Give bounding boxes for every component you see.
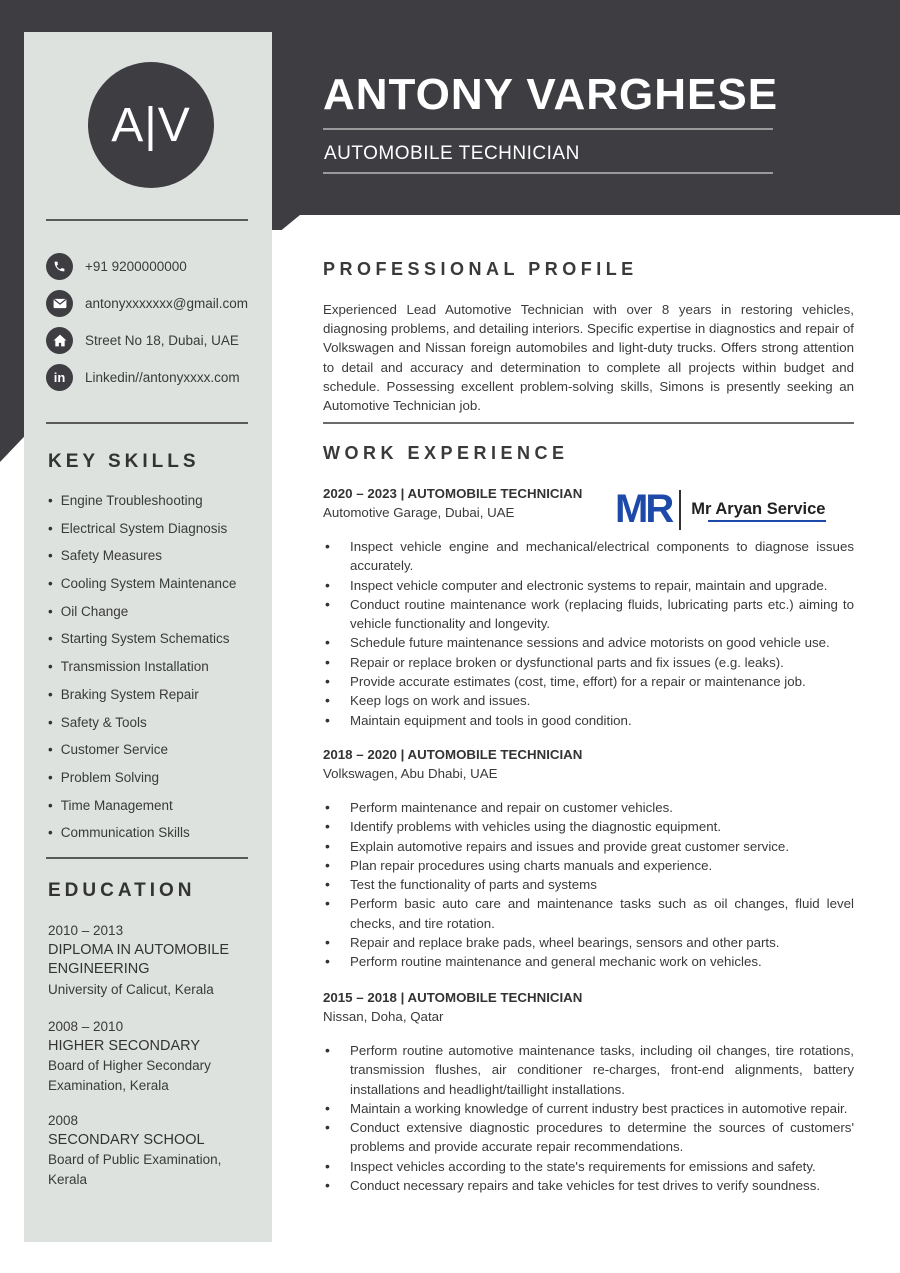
watermark-mark: MR <box>615 487 672 531</box>
education-school: University of Calicut, Kerala <box>48 981 214 997</box>
section-divider <box>323 422 854 424</box>
job-bullet: • Identify problems with vehicles using the diagnostic equipment. <box>323 817 854 836</box>
skills-heading: KEY SKILLS <box>48 451 200 472</box>
contact-address-text: Street No 18, Dubai, UAE <box>85 332 239 348</box>
job-bullet: • Perform basic auto care and maintenance tasks such as oil changes, fluid level checks, and tire rotation. <box>323 894 854 933</box>
job-title: 2018 – 2020 | AUTOMOBILE TECHNICIAN <box>323 747 583 762</box>
email-icon <box>46 290 73 317</box>
job-title: 2020 – 2023 | AUTOMOBILE TECHNICIAN <box>323 486 583 501</box>
job-bullet: • Provide accurate estimates (cost, time, effort) for a repair or maintenance job. <box>323 672 854 691</box>
header-rule <box>323 172 773 174</box>
job-bullet: • Repair or replace broken or dysfunctional parts and fix issues (e.g. leaks). <box>323 653 854 672</box>
sidebar-divider <box>46 219 248 221</box>
phone-icon <box>46 253 73 280</box>
watermark-underline <box>708 520 826 522</box>
education-school: Board of Public Examination, Kerala <box>48 1152 222 1187</box>
job-bullet: • Inspect vehicles according to the state's requirements for emissions and safety. <box>323 1157 854 1176</box>
candidate-name: ANTONY VARGHESE <box>323 70 779 119</box>
job-bullets <box>323 537 854 730</box>
monogram-avatar: A|V <box>88 62 214 188</box>
experience-heading: WORK EXPERIENCE <box>323 443 569 463</box>
job-title: 2015 – 2018 | AUTOMOBILE TECHNICIAN <box>323 990 583 1005</box>
education-entry <box>48 1111 263 1189</box>
skill-item: • Customer Service <box>48 738 236 766</box>
contact-address <box>46 326 239 354</box>
skill-item: • Oil Change <box>48 600 236 628</box>
skills-list <box>48 489 236 849</box>
job-bullet: • Test the functionality of parts and systems <box>323 875 854 894</box>
education-school: Board of Higher Secondary Examination, Kerala <box>48 1058 211 1093</box>
skill-item: • Transmission Installation <box>48 655 236 683</box>
education-heading: EDUCATION <box>48 880 196 901</box>
job-company: Automotive Garage, Dubai, UAE <box>323 505 515 520</box>
education-degree: SECONDARY SCHOOL <box>48 1131 205 1148</box>
job-bullet: • Inspect vehicle computer and electronic systems to repair, maintain and upgrade. <box>323 576 854 595</box>
sidebar-divider <box>46 857 248 859</box>
skill-item: • Starting System Schematics <box>48 627 236 655</box>
job-bullet: • Keep logs on work and issues. <box>323 691 854 710</box>
job-bullet: • Schedule future maintenance sessions and advice motorists on good vehicle use. <box>323 633 854 652</box>
skill-item: • Safety Measures <box>48 544 236 572</box>
sidebar-divider <box>46 422 248 424</box>
linkedin-icon: in <box>46 364 73 391</box>
education-entry <box>48 1017 263 1095</box>
education-degree: HIGHER SECONDARY <box>48 1037 201 1054</box>
job-bullet: • Perform routine automotive maintenance tasks, including oil changes, tire rotations, transmission flushes, air conditioner re-charges, front-end alignments, battery installations and headlight/taillight installations. <box>323 1041 854 1099</box>
job-bullet: • Conduct necessary repairs and take vehicles for test drives to verify soundness. <box>323 1176 854 1195</box>
watermark-text: Mr Aryan Service <box>691 500 826 518</box>
skill-item: • Braking System Repair <box>48 683 236 711</box>
watermark-logo <box>615 487 825 532</box>
contact-email-text[interactable]: antonyxxxxxxx@gmail.com <box>85 295 249 311</box>
profile-heading: PROFESSIONAL PROFILE <box>323 259 638 279</box>
job-company: Nissan, Doha, Qatar <box>323 1009 444 1024</box>
job-bullet: • Repair and replace brake pads, wheel bearings, sensors and other parts. <box>323 933 854 952</box>
job-bullet: • Maintain equipment and tools in good condition. <box>323 711 854 730</box>
job-bullet: • Maintain a working knowledge of current industry best practices in automotive repair. <box>323 1099 854 1118</box>
job-bullet: • Perform maintenance and repair on customer vehicles. <box>323 798 854 817</box>
contact-email <box>46 289 248 317</box>
job-bullets <box>323 1041 854 1195</box>
job-bullet: • Perform routine maintenance and general mechanic work on vehicles. <box>323 952 854 971</box>
candidate-title: AUTOMOBILE TECHNICIAN <box>324 143 580 164</box>
watermark-divider <box>679 490 681 530</box>
education-years: 2008 <box>48 1113 79 1128</box>
skill-item: • Engine Troubleshooting <box>48 489 236 517</box>
job-bullet: • Inspect vehicle engine and mechanical/electrical components to diagnose issues accurately. <box>323 537 854 576</box>
job-bullet: • Explain automotive repairs and issues and provide great customer service. <box>323 837 854 856</box>
contact-linkedin-text[interactable]: Linkedin//antonyxxxx.com <box>85 369 240 385</box>
education-entry <box>48 921 263 999</box>
job-company: Volkswagen, Abu Dhabi, UAE <box>323 766 498 781</box>
job-bullet: • Plan repair procedures using charts manuals and experience. <box>323 856 854 875</box>
job-bullet: • Conduct extensive diagnostic procedures to determine the sources of customers' problems and provide accurate repair recommendations. <box>323 1118 854 1157</box>
contact-linkedin <box>46 363 240 391</box>
job-bullet: • Conduct routine maintenance work (replacing fluids, lubricating parts etc.) aiming to vehicle functionality and longevity. <box>323 595 854 634</box>
education-years: 2010 – 2013 <box>48 923 124 938</box>
education-degree: DIPLOMA IN AUTOMOBILE ENGINEERING <box>48 941 230 977</box>
skill-item: • Communication Skills <box>48 821 236 849</box>
skill-item: • Time Management <box>48 794 236 822</box>
contact-phone-text[interactable]: +91 9200000000 <box>85 258 187 274</box>
profile-text: Experienced Lead Automotive Technician with over 8 years in restoring vehicles, diagnosing problems, and detailing interiors. Specific expertise in diagnostics and repair of Volkswagen and Nissan foreign automobiles and light-duty trucks. Offers strong attention to detail and accuracy and determination to complete all projects within budget and schedule. Possessing excellent problem-solving skills, Simons is presently seeking an Automotive Technician job. <box>323 302 854 414</box>
education-years: 2008 – 2010 <box>48 1019 124 1034</box>
job-bullets <box>323 798 854 972</box>
skill-item: • Electrical System Diagnosis <box>48 517 236 545</box>
skill-item: • Cooling System Maintenance <box>48 572 236 600</box>
skill-item: • Safety & Tools <box>48 711 236 739</box>
skill-item: • Problem Solving <box>48 766 236 794</box>
contact-phone <box>46 252 187 280</box>
header-rule <box>323 128 773 130</box>
home-icon <box>46 327 73 354</box>
